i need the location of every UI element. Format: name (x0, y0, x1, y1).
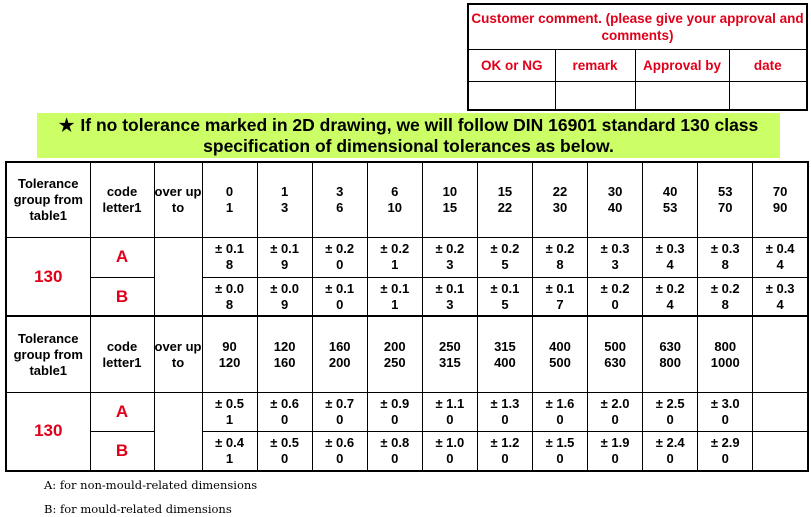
tolerance-value-cell-line-2: 8 (225, 257, 234, 273)
range-cell-line-1: 90 (222, 338, 237, 354)
tolerance-value-cell-line-1: ± 0.4 (765, 241, 795, 257)
tolerance-value-cell-line-1: ± 0.2 (490, 241, 520, 257)
tolerance-value-cell (643, 238, 698, 277)
over-up-to-empty (154, 238, 202, 317)
range-cell-line-1: 6 (391, 184, 399, 200)
tolerance-value-cell-line-1: ± 0.0 (270, 280, 300, 296)
range-cell (698, 316, 753, 392)
note-a: A: for non-mould-related dimensions (44, 478, 258, 492)
tolerance-value-cell-line-2: 0 (336, 296, 344, 312)
range-cell-line-1: 30 (607, 184, 623, 200)
tolerance-value-cell-line-2: 0 (666, 451, 674, 467)
tolerance-row-b (6, 277, 808, 316)
range-cell-line-2: 315 (439, 354, 461, 370)
tolerance-value-cell (532, 238, 587, 277)
tolerance-group-value: 130 (6, 238, 90, 317)
tolerance-row-a (6, 392, 808, 431)
tolerance-value-cell-line-1: ± 1.1 (435, 395, 465, 411)
tolerance-value-cell-line-2: 0 (666, 411, 674, 427)
tolerance-value-cell-line-1: ± 2.4 (655, 435, 685, 451)
tolerance-value-cell-line-1: ± 1.6 (545, 395, 575, 411)
tolerance-value-cell-line-2: 8 (721, 257, 729, 273)
code-letter-b: B (90, 277, 154, 316)
range-cell (202, 162, 257, 238)
range-cell (753, 162, 808, 238)
range-cell-line-1: 250 (439, 338, 461, 354)
range-cell-line-1: 630 (659, 338, 682, 354)
tolerance-value-cell (588, 392, 643, 431)
tolerance-value-cell-line-1: ± 0.1 (215, 241, 244, 257)
range-cell-line-1: 10 (442, 184, 458, 200)
tolerance-value-cell (698, 238, 753, 277)
range-header-row (6, 316, 808, 392)
range-cell-line-1: 3 (336, 184, 344, 200)
tolerance-value-cell-line-1: ± 0.2 (325, 241, 355, 257)
tolerance-value-cell-line-1: ± 1.9 (600, 435, 630, 451)
tolerance-value-cell (422, 277, 477, 316)
range-cell-line-2: 200 (328, 354, 351, 370)
range-cell-line-2: 3 (281, 200, 289, 216)
range-cell-line-1: 200 (383, 338, 406, 354)
range-cell (588, 162, 643, 238)
tolerance-value-cell-line-1: ± 0.5 (215, 395, 244, 411)
tolerance-value-cell (312, 238, 367, 277)
over-up-to-empty (154, 392, 202, 471)
code-letter-header: code letter1 (90, 316, 154, 392)
tolerance-value-cell-line-1: ± 0.3 (710, 241, 740, 257)
range-cell (643, 162, 698, 238)
tolerance-value-cell-line-2: 0 (556, 411, 564, 427)
range-cell-line-2: 1000 (710, 354, 740, 370)
tolerance-value-cell-line-2: 0 (391, 451, 399, 467)
range-cell-line-2: 53 (662, 200, 678, 216)
tolerance-value-cell (202, 432, 257, 471)
tolerance-value-cell-line-1: ± 0.2 (380, 241, 410, 257)
range-cell-line-2: 120 (218, 354, 241, 370)
approval-col-approval-by: Approval by (635, 50, 729, 82)
tolerance-value-cell (698, 392, 753, 431)
tolerance-value-cell-line-1: ± 1.3 (490, 395, 520, 411)
tolerance-value-cell-line-1: ± 0.6 (270, 395, 300, 411)
tolerance-value-cell (753, 238, 808, 277)
tolerance-value-cell-line-1: ± 0.1 (270, 241, 300, 257)
approval-col-ok-ng: OK or NG (468, 50, 555, 82)
tolerance-value-cell (367, 432, 422, 471)
tolerance-value-cell (202, 238, 257, 277)
range-cell (257, 316, 312, 392)
tolerance-value-cell (202, 277, 257, 316)
tolerance-value-cell (532, 432, 587, 471)
tolerance-value-cell (643, 277, 698, 316)
tolerance-value-cell (312, 277, 367, 316)
tolerance-value-cell-line-1: ± 0.2 (655, 280, 685, 296)
tolerance-value-cell-line-2: 0 (721, 451, 729, 467)
tolerance-value-cell-line-1: ± 2.9 (710, 435, 740, 451)
tolerance-value-cell (422, 432, 477, 471)
range-cell-line-1: 400 (549, 338, 571, 354)
customer-approval-table (467, 3, 808, 111)
range-cell (588, 316, 643, 392)
tolerance-value-cell-line-2: 1 (391, 296, 399, 312)
tolerance-value-cell-line-2: 0 (721, 411, 729, 427)
tolerance-value-cell-line-1: ± 0.0 (215, 280, 244, 296)
tolerance-value-cell (312, 432, 367, 471)
tolerance-value-cell-line-1: ± 0.3 (600, 241, 630, 257)
tolerance-value-cell-line-2: 3 (446, 257, 454, 273)
tolerance-value-cell (753, 392, 808, 431)
approval-cell-date[interactable] (729, 82, 807, 111)
tolerance-value-cell (257, 238, 312, 277)
range-cell-line-1: 53 (718, 184, 733, 200)
range-cell-line-1: 15 (497, 184, 513, 200)
range-cell (422, 162, 477, 238)
tolerance-value-cell-line-1: ± 0.1 (435, 280, 465, 296)
tolerance-value-cell-line-2: 4 (666, 296, 674, 312)
range-cell-line-2: 70 (718, 200, 733, 216)
tolerance-value-cell (202, 392, 257, 431)
approval-cell-ok-ng[interactable] (468, 82, 555, 111)
range-cell (257, 162, 312, 238)
tolerance-value-cell-line-1: ± 0.2 (600, 280, 630, 296)
tolerance-value-cell-line-2: 1 (225, 411, 234, 427)
range-cell-line-1: 500 (604, 338, 626, 354)
range-cell (698, 162, 753, 238)
tolerance-value-cell (588, 432, 643, 471)
tolerance-value-cell-line-2: 0 (336, 257, 344, 273)
tolerance-value-cell (588, 277, 643, 316)
range-cell-line-1: 315 (494, 338, 516, 354)
tolerance-value-cell (422, 392, 477, 431)
approval-cell-remark[interactable] (555, 82, 635, 111)
tolerance-value-cell-line-1: ± 3.0 (710, 395, 740, 411)
tolerance-value-cell-line-1: ± 0.3 (655, 241, 685, 257)
range-cell (312, 316, 367, 392)
note-b: B: for mould-related dimensions (44, 502, 232, 516)
tolerance-value-cell-line-2: 3 (446, 296, 454, 312)
tolerance-value-cell-line-1: ± 2.0 (600, 395, 630, 411)
range-cell (643, 316, 698, 392)
approval-cell-approval-by[interactable] (635, 82, 729, 111)
tolerance-row-a (6, 238, 808, 277)
range-cell-line-2: 250 (383, 354, 406, 370)
tolerance-value-cell-line-1: ± 0.7 (325, 395, 355, 411)
tolerance-value-cell-line-2: 0 (391, 411, 399, 427)
tolerance-value-cell-line-1: ± 0.2 (435, 241, 465, 257)
tolerance-value-cell-line-2: 4 (666, 257, 674, 273)
tolerance-value-cell (532, 277, 587, 316)
tolerance-value-cell (422, 238, 477, 277)
tolerance-group-value: 130 (6, 392, 90, 471)
din-standard-banner (37, 113, 780, 158)
tolerance-value-cell-line-2: 0 (501, 451, 509, 467)
code-letter-a: A (90, 238, 154, 277)
tolerance-value-cell-line-2: 8 (556, 257, 564, 273)
tolerance-value-cell-line-1: ± 0.5 (270, 435, 300, 451)
tolerance-value-cell (257, 432, 312, 471)
tolerance-value-cell-line-1: ± 0.9 (380, 395, 410, 411)
tolerance-table (5, 161, 809, 472)
tolerance-value-cell-line-2: 0 (336, 451, 344, 467)
code-letter-header: code letter1 (90, 162, 154, 238)
tolerance-value-cell-line-1: ± 0.6 (325, 435, 355, 451)
tolerance-value-cell (753, 277, 808, 316)
range-cell (532, 162, 587, 238)
range-cell (477, 162, 532, 238)
tolerance-value-cell-line-1: ± 0.1 (325, 280, 355, 296)
tolerance-value-cell-line-1: ± 1.2 (490, 435, 520, 451)
range-cell-line-2: 160 (273, 354, 296, 370)
range-cell-line-2: 22 (497, 200, 513, 216)
banner-text: If no tolerance marked in 2D drawing, we will follow DIN 16901 standard 130 class specification of dimensional tolerances as below. (80, 115, 759, 156)
range-cell-line-2: 500 (549, 354, 571, 370)
tolerance-value-cell-line-1: ± 0.1 (490, 280, 520, 296)
tolerance-value-cell (698, 432, 753, 471)
range-cell-line-2: 400 (494, 354, 516, 370)
range-cell-line-1: 800 (714, 338, 737, 354)
range-cell-line-2: 6 (336, 200, 344, 216)
tolerance-value-cell-line-1: ± 0.1 (380, 280, 410, 296)
tolerance-value-cell-line-2: 7 (556, 296, 564, 312)
tolerance-value-cell-line-2: 0 (501, 411, 509, 427)
tolerance-group-header: Tolerance group from table1 (6, 316, 90, 392)
tolerance-value-cell (477, 277, 532, 316)
range-cell (532, 316, 587, 392)
tolerance-value-cell (477, 392, 532, 431)
tolerance-value-cell (367, 277, 422, 316)
range-cell (312, 162, 367, 238)
tolerance-value-cell (753, 432, 808, 471)
range-cell-line-2: 40 (607, 200, 623, 216)
tolerance-value-cell-line-2: 0 (446, 451, 454, 467)
tolerance-value-cell-line-2: 0 (611, 451, 619, 467)
tolerance-value-cell-line-2: 8 (721, 296, 729, 312)
range-cell (367, 316, 422, 392)
tolerance-value-cell (698, 277, 753, 316)
tolerance-value-cell-line-2: 0 (556, 451, 564, 467)
tolerance-value-cell-line-2: 0 (336, 411, 344, 427)
range-cell-line-2: 90 (772, 200, 788, 216)
range-cell (202, 316, 257, 392)
tolerance-value-cell-line-2: 4 (776, 257, 784, 273)
approval-col-date: date (729, 50, 807, 82)
tolerance-value-cell (588, 238, 643, 277)
approval-col-remark: remark (555, 50, 635, 82)
tolerance-value-cell (477, 432, 532, 471)
tolerance-value-cell-line-2: 4 (776, 296, 784, 312)
tolerance-value-cell-line-2: 3 (611, 257, 619, 273)
tolerance-value-cell (257, 392, 312, 431)
range-cell-line-1: 70 (772, 184, 788, 200)
range-cell-line-1: 22 (552, 184, 568, 200)
over-up-to-header: over up to (154, 316, 202, 392)
range-cell-line-2: 1 (225, 200, 234, 216)
range-cell-line-1: 0 (225, 184, 234, 200)
tolerance-value-cell-line-2: 5 (501, 257, 509, 273)
tolerance-value-cell (367, 392, 422, 431)
range-cell-line-2: 30 (552, 200, 568, 216)
tolerance-value-cell-line-2: 0 (446, 411, 454, 427)
tolerance-value-cell (367, 238, 422, 277)
tolerance-value-cell-line-1: ± 0.3 (765, 280, 795, 296)
tolerance-value-cell-line-2: 0 (611, 411, 619, 427)
tolerance-value-cell (477, 238, 532, 277)
tolerance-value-cell-line-1: ± 0.2 (545, 241, 575, 257)
tolerance-value-cell-line-1: ± 2.5 (655, 395, 685, 411)
code-letter-a: A (90, 392, 154, 431)
tolerance-row-b (6, 432, 808, 471)
tolerance-value-cell (643, 392, 698, 431)
range-cell (422, 316, 477, 392)
tolerance-value-cell (532, 392, 587, 431)
range-cell-line-1: 1 (281, 184, 289, 200)
tolerance-value-cell-line-2: 1 (225, 451, 234, 467)
range-header-row (6, 162, 808, 238)
tolerance-value-cell-line-2: 8 (225, 296, 234, 312)
tolerance-value-cell-line-2: 0 (281, 451, 289, 467)
tolerance-value-cell-line-1: ± 0.1 (545, 280, 575, 296)
star-icon: ★ (58, 115, 75, 135)
range-cell-line-2: 10 (387, 200, 402, 216)
tolerance-value-cell-line-1: ± 0.4 (215, 435, 244, 451)
code-letter-b: B (90, 432, 154, 471)
range-cell (477, 316, 532, 392)
range-cell (367, 162, 422, 238)
tolerance-value-cell-line-2: 9 (281, 296, 289, 312)
tolerance-value-cell-line-1: ± 1.5 (545, 435, 575, 451)
tolerance-value-cell-line-2: 1 (391, 257, 399, 273)
range-cell-line-1: 120 (273, 338, 296, 354)
range-cell (753, 316, 808, 392)
tolerance-value-cell-line-1: ± 1.0 (435, 435, 465, 451)
tolerance-value-cell-line-2: 9 (281, 257, 289, 273)
range-cell-line-2: 630 (604, 354, 626, 370)
tolerance-value-cell-line-2: 5 (501, 296, 509, 312)
tolerance-group-header: Tolerance group from table1 (6, 162, 90, 238)
tolerance-value-cell-line-1: ± 0.2 (710, 280, 740, 296)
approval-title: Customer comment. (please give your approval and comments) (468, 4, 807, 50)
tolerance-value-cell-line-2: 0 (611, 296, 619, 312)
range-cell-line-2: 800 (659, 354, 682, 370)
range-cell-line-2: 15 (442, 200, 458, 216)
range-cell-line-1: 160 (328, 338, 351, 354)
tolerance-value-cell (643, 432, 698, 471)
over-up-to-header: over up to (154, 162, 202, 238)
range-cell-line-1: 40 (662, 184, 678, 200)
tolerance-value-cell-line-2: 0 (281, 411, 289, 427)
tolerance-value-cell (312, 392, 367, 431)
tolerance-value-cell (257, 277, 312, 316)
tolerance-value-cell-line-1: ± 0.8 (380, 435, 410, 451)
